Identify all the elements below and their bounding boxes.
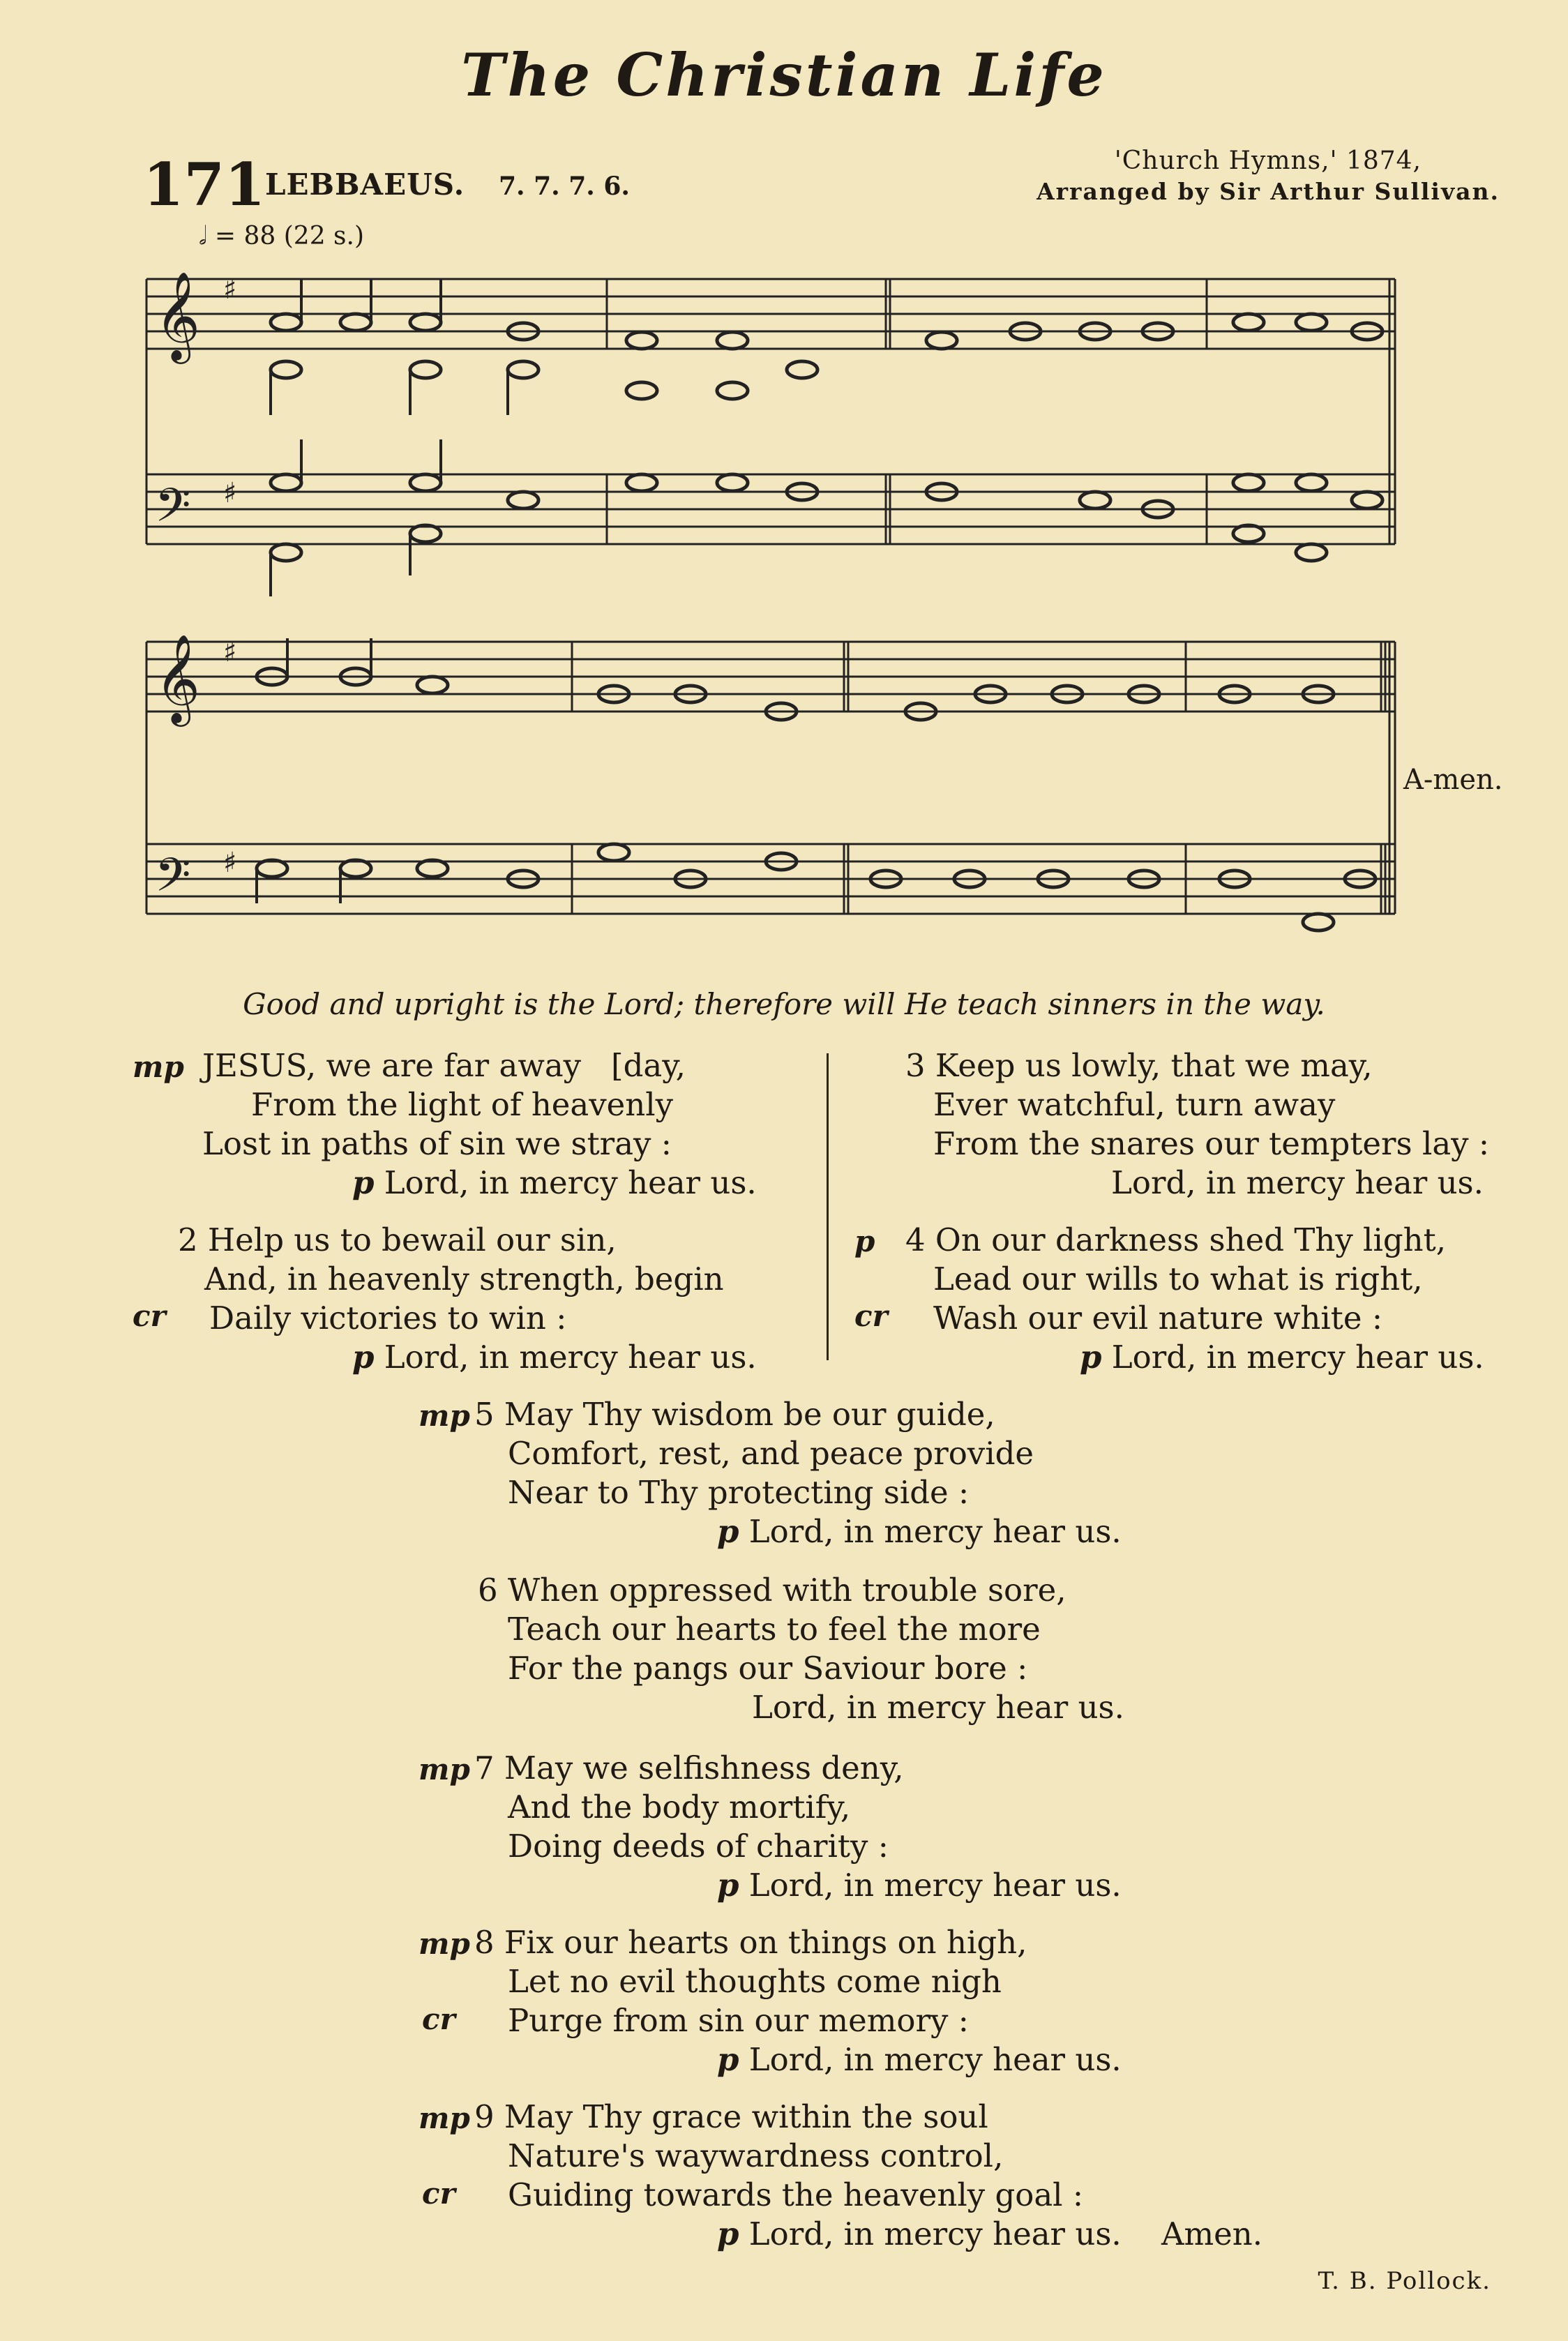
verse-1 (202, 1046, 816, 1203)
refrain: Lord, in mercy hear us. (752, 1689, 1124, 1726)
verse-line: And the body mortify, (508, 1789, 851, 1826)
verse-line: Let no evil thoughts come nigh (508, 1963, 1002, 2000)
dynamic-mark: p (717, 2215, 739, 2252)
verse-line: 5 May Thy wisdom be our guide, (474, 1396, 995, 1433)
verse-2 (178, 1221, 806, 1377)
column-divider (827, 1053, 829, 1360)
dynamic-mark: p (352, 1164, 375, 1201)
verse-line: 9 May Thy grace within the soul (474, 2098, 988, 2135)
verse-line: Purge from sin our memory : (508, 2002, 969, 2039)
refrain: Lord, in mercy hear us. (748, 1513, 1122, 1550)
verse-line: From the snares our tempters lay : (933, 1125, 1490, 1162)
music-score (133, 265, 1409, 949)
refrain: Lord, in mercy hear us. (748, 2041, 1122, 2078)
refrain: Lord, in mercy hear us. (1111, 1339, 1484, 1376)
dynamic-mark: mp (133, 1050, 184, 1084)
meter: 7. 7. 7. 6. (499, 172, 630, 201)
verse-line: 8 Fix our hearts on things on high, (474, 1924, 1027, 1961)
dynamic-mark: mp (419, 1399, 470, 1433)
dynamic-mark: p (854, 1224, 875, 1258)
verse-4 (905, 1221, 1533, 1377)
dynamic-mark: p (717, 1513, 739, 1550)
dynamic-mark: cr (422, 2176, 455, 2211)
verse-line: 7 May we selfishness deny, (474, 1749, 904, 1786)
dynamic-mark: cr (133, 1299, 166, 1333)
scripture-motto: Good and upright is the Lord; therefore will He teach sinners in the way. (243, 987, 1325, 1021)
page-title: The Christian Life (461, 40, 1107, 110)
verse-line: JESUS, we are far away [day, (202, 1047, 686, 1084)
refrain: Lord, in mercy hear us. (748, 1867, 1122, 1904)
verse-line: Guiding towards the heavenly goal : (508, 2176, 1084, 2213)
dynamic-mark: p (352, 1339, 375, 1376)
verse-line: 6 When oppressed with trouble sore, (478, 1572, 1066, 1609)
dynamic-mark: p (1080, 1339, 1102, 1376)
bass-clef-icon: 𝄢 (155, 479, 191, 543)
source-line-1: 'Church Hymns,' 1874, (1114, 146, 1422, 175)
verse-9 (474, 2098, 1381, 2254)
tempo-marking: 𝅗𝅥 = 88 (22 s.) (199, 222, 365, 250)
treble-clef-icon: 𝄞 (155, 271, 201, 360)
dynamic-mark: cr (422, 2002, 455, 2036)
verse-line: From the light of heavenly (251, 1086, 674, 1123)
verse-6 (478, 1571, 1245, 1727)
verse-line: For the pangs our Saviour bore : (508, 1650, 1028, 1687)
refrain: Lord, in mercy hear us. Amen. (748, 2215, 1263, 2252)
dynamic-mark: mp (419, 2101, 470, 2135)
refrain: Lord, in mercy hear us. (384, 1164, 757, 1201)
verse-8 (474, 1923, 1242, 2079)
note-stems (257, 279, 508, 903)
verse-5 (474, 1395, 1242, 1551)
treble-clef-icon: 𝄞 (155, 633, 201, 723)
hymn-author: T. B. Pollock. (1318, 2267, 1491, 2295)
dynamic-mark: mp (419, 1752, 470, 1786)
verse-line: 4 On our darkness shed Thy light, (905, 1221, 1447, 1258)
dynamic-mark: cr (854, 1299, 888, 1333)
refrain: Lord, in mercy hear us. (384, 1339, 757, 1376)
verse-line: Teach our hearts to feel the more (508, 1611, 1041, 1648)
tune-name: LEBBAEUS. (265, 167, 465, 202)
verse-line: Ever watchful, turn away (933, 1086, 1336, 1123)
hymn-number: 171 (143, 150, 266, 219)
amen-label: A-men. (1403, 764, 1503, 796)
bass-clef-icon: 𝄢 (155, 848, 191, 913)
verse-line: Nature's waywardness control, (508, 2137, 1004, 2174)
verse-line: 2 Help us to bewail our sin, (178, 1221, 617, 1258)
dynamic-mark: p (717, 2041, 739, 2078)
verse-3 (905, 1046, 1533, 1203)
source-line-2: Arranged by Sir Arthur Sullivan. (1036, 178, 1500, 205)
note-heads (257, 314, 1382, 931)
svg-text:♯: ♯ (223, 477, 237, 509)
verse-line: Near to Thy protecting side : (508, 1474, 970, 1511)
verse-line: Wash our evil nature white : (933, 1300, 1382, 1337)
svg-text:♯: ♯ (223, 636, 237, 668)
dynamic-mark: mp (419, 1927, 470, 1961)
verse-line: Lost in paths of sin we stray : (202, 1125, 672, 1162)
verse-line: Comfort, rest, and peace provide (508, 1435, 1034, 1472)
verse-line: 3 Keep us lowly, that we may, (905, 1047, 1373, 1084)
dynamic-mark: p (717, 1867, 739, 1904)
verse-line: Daily victories to win : (209, 1300, 567, 1337)
verse-7 (474, 1749, 1242, 1905)
svg-text:♯: ♯ (223, 273, 237, 306)
verse-line: Doing deeds of charity : (508, 1828, 889, 1865)
refrain: Lord, in mercy hear us. (1111, 1164, 1484, 1201)
system-2-treble-staff (146, 642, 1395, 712)
verse-line: And, in heavenly strength, begin (204, 1260, 724, 1297)
verse-line: Lead our wills to what is right, (933, 1260, 1423, 1297)
svg-text:♯: ♯ (223, 847, 237, 879)
